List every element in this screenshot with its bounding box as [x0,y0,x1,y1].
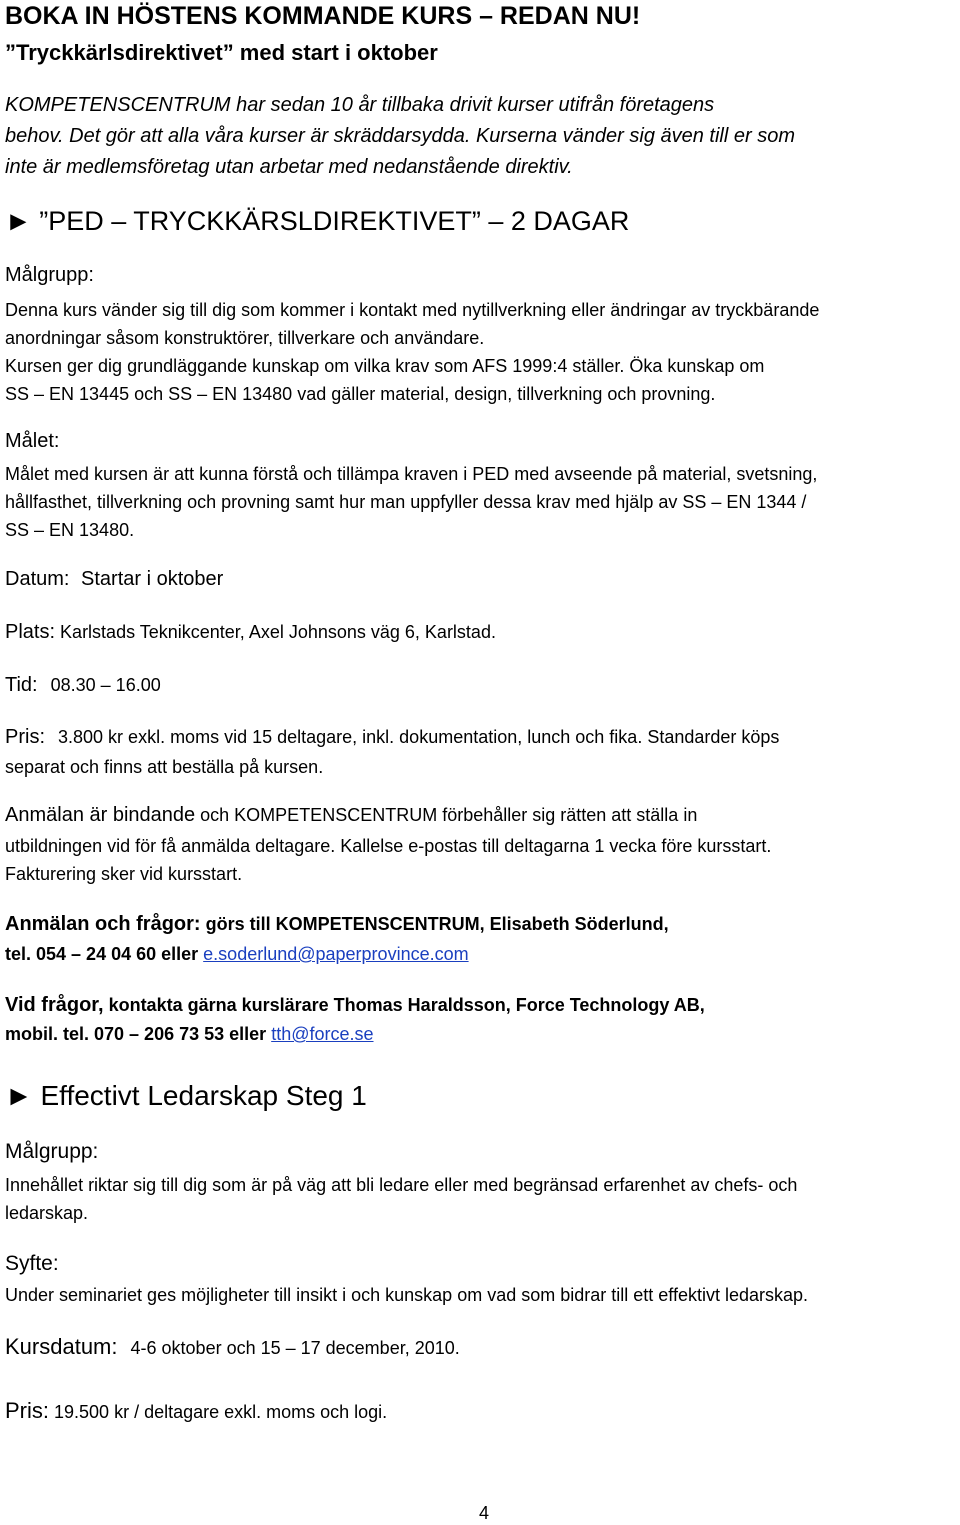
goal-line: Målet med kursen är att kunna förstå och tillämpa kraven i PED med avseende på material, svetsning, [5,464,818,484]
page-number: 4 [478,1503,489,1523]
target-line: SS – EN 13445 och SS – EN 13480 vad gäller material, design, tillverkning och provning. [5,384,716,404]
intro-line: KOMPETENSCENTRUM har sedan 10 år tillbaka drivit kurser utifrån företagens [5,94,715,116]
place-row [5,621,496,644]
binding-text: och KOMPETENSCENTRUM förbehåller sig rätten att ställa in [200,805,698,825]
target-line: ledarskap. [5,1203,89,1223]
contact-phone: tel. 054 – 24 04 60 eller [5,944,199,964]
purpose-label: Syfte: [5,1252,59,1275]
price-value: 3.800 kr exkl. moms vid 15 deltagare, inkl. dokumentation, lunch och fika. Standarder köps [58,727,780,747]
questions-phone: mobil. tel. 070 – 206 73 53 eller [5,1024,267,1044]
contact-label: Anmälan och frågor: [5,913,201,935]
goal-label: Målet: [5,430,60,452]
date-label: Datum: [5,568,70,590]
target-label: Målgrupp: [5,1140,99,1163]
intro-line: behov. Det gör att alla våra kurser är skräddarsydda. Kurserna vänder sig även till er som [5,125,795,147]
price-row [5,726,779,749]
target-line: Denna kurs vänder sig till dig som kommer i kontakt med nytillverkning eller ändringar av tryckbärande [5,300,820,320]
price-label: Pris: [5,1398,49,1423]
binding-label: Anmälan är bindande [5,804,196,826]
time-row [5,674,161,697]
questions-phone-row [5,1024,374,1045]
binding-line: utbildningen vid för få anmälda deltagare. Kallelse e-postas till deltagarna 1 vecka före kursstart. [5,836,772,856]
questions-row [5,994,705,1017]
page-subheading: ”Tryckkärlsdirektivet” med start i oktober [5,40,438,65]
questions-label: Vid frågor, [5,994,104,1016]
contact-text: görs till KOMPETENSCENTRUM, Elisabeth Söderlund, [205,914,669,934]
dates-value: 4-6 oktober och 15 – 17 december, 2010. [130,1338,460,1358]
date-value: Startar i oktober [81,568,224,590]
place-value: Karlstads Teknikcenter, Axel Johnsons väg 6, Karlstad. [60,622,496,642]
goal-line: SS – EN 13480. [5,520,135,540]
time-label: Tid: [5,674,38,696]
price-label: Pris: [5,726,45,748]
questions-email-link[interactable]: tth@force.se [271,1024,374,1044]
target-line: Kursen ger dig grundläggande kunskap om vilka krav som AFS 1999:4 ställer. Öka kunskap om [5,356,765,376]
dates-row [5,1334,460,1360]
price-row [5,1398,387,1424]
target-line: Innehållet riktar sig till dig som är på väg att bli ledare eller med begränsad erfarenhet av chefs- och [5,1175,798,1195]
questions-text: kontakta gärna kurslärare Thomas Haraldsson, Force Technology AB, [108,995,705,1015]
contact-phone-row [5,944,469,965]
course-title: ► ”PED – TRYCKKÄRSLDIREKTIVET” – 2 DAGAR [5,206,630,236]
contact-row [5,913,669,936]
date-row [5,568,223,591]
goal-line: hållfasthet, tillverkning och provning samt hur man uppfyller dessa krav med hjälp av SS – EN 1344 / [5,492,807,512]
binding-row [5,804,697,827]
course-title: ► Effectivt Ledarskap Steg 1 [5,1080,367,1111]
dates-label: Kursdatum: [5,1334,118,1359]
purpose-line: Under seminariet ges möjligheter till insikt i och kunskap om vad som bidrar till ett effektivt ledarskap. [5,1285,809,1305]
intro-line: inte är medlemsföretag utan arbetar med nedanstående direktiv. [5,156,573,178]
time-value: 08.30 – 16.00 [50,675,161,695]
page-heading: BOKA IN HÖSTENS KOMMANDE KURS – REDAN NU! [5,2,641,30]
binding-line: Fakturering sker vid kursstart. [5,864,243,884]
contact-email-link[interactable]: e.soderlund@paperprovince.com [203,944,469,964]
price-value: 19.500 kr / deltagare exkl. moms och logi. [54,1402,388,1422]
target-line: anordningar såsom konstruktörer, tillverkare och användare. [5,328,485,348]
place-label: Plats: [5,621,56,643]
target-label: Målgrupp: [5,264,94,286]
price-line: separat och finns att beställa på kursen. [5,757,324,777]
